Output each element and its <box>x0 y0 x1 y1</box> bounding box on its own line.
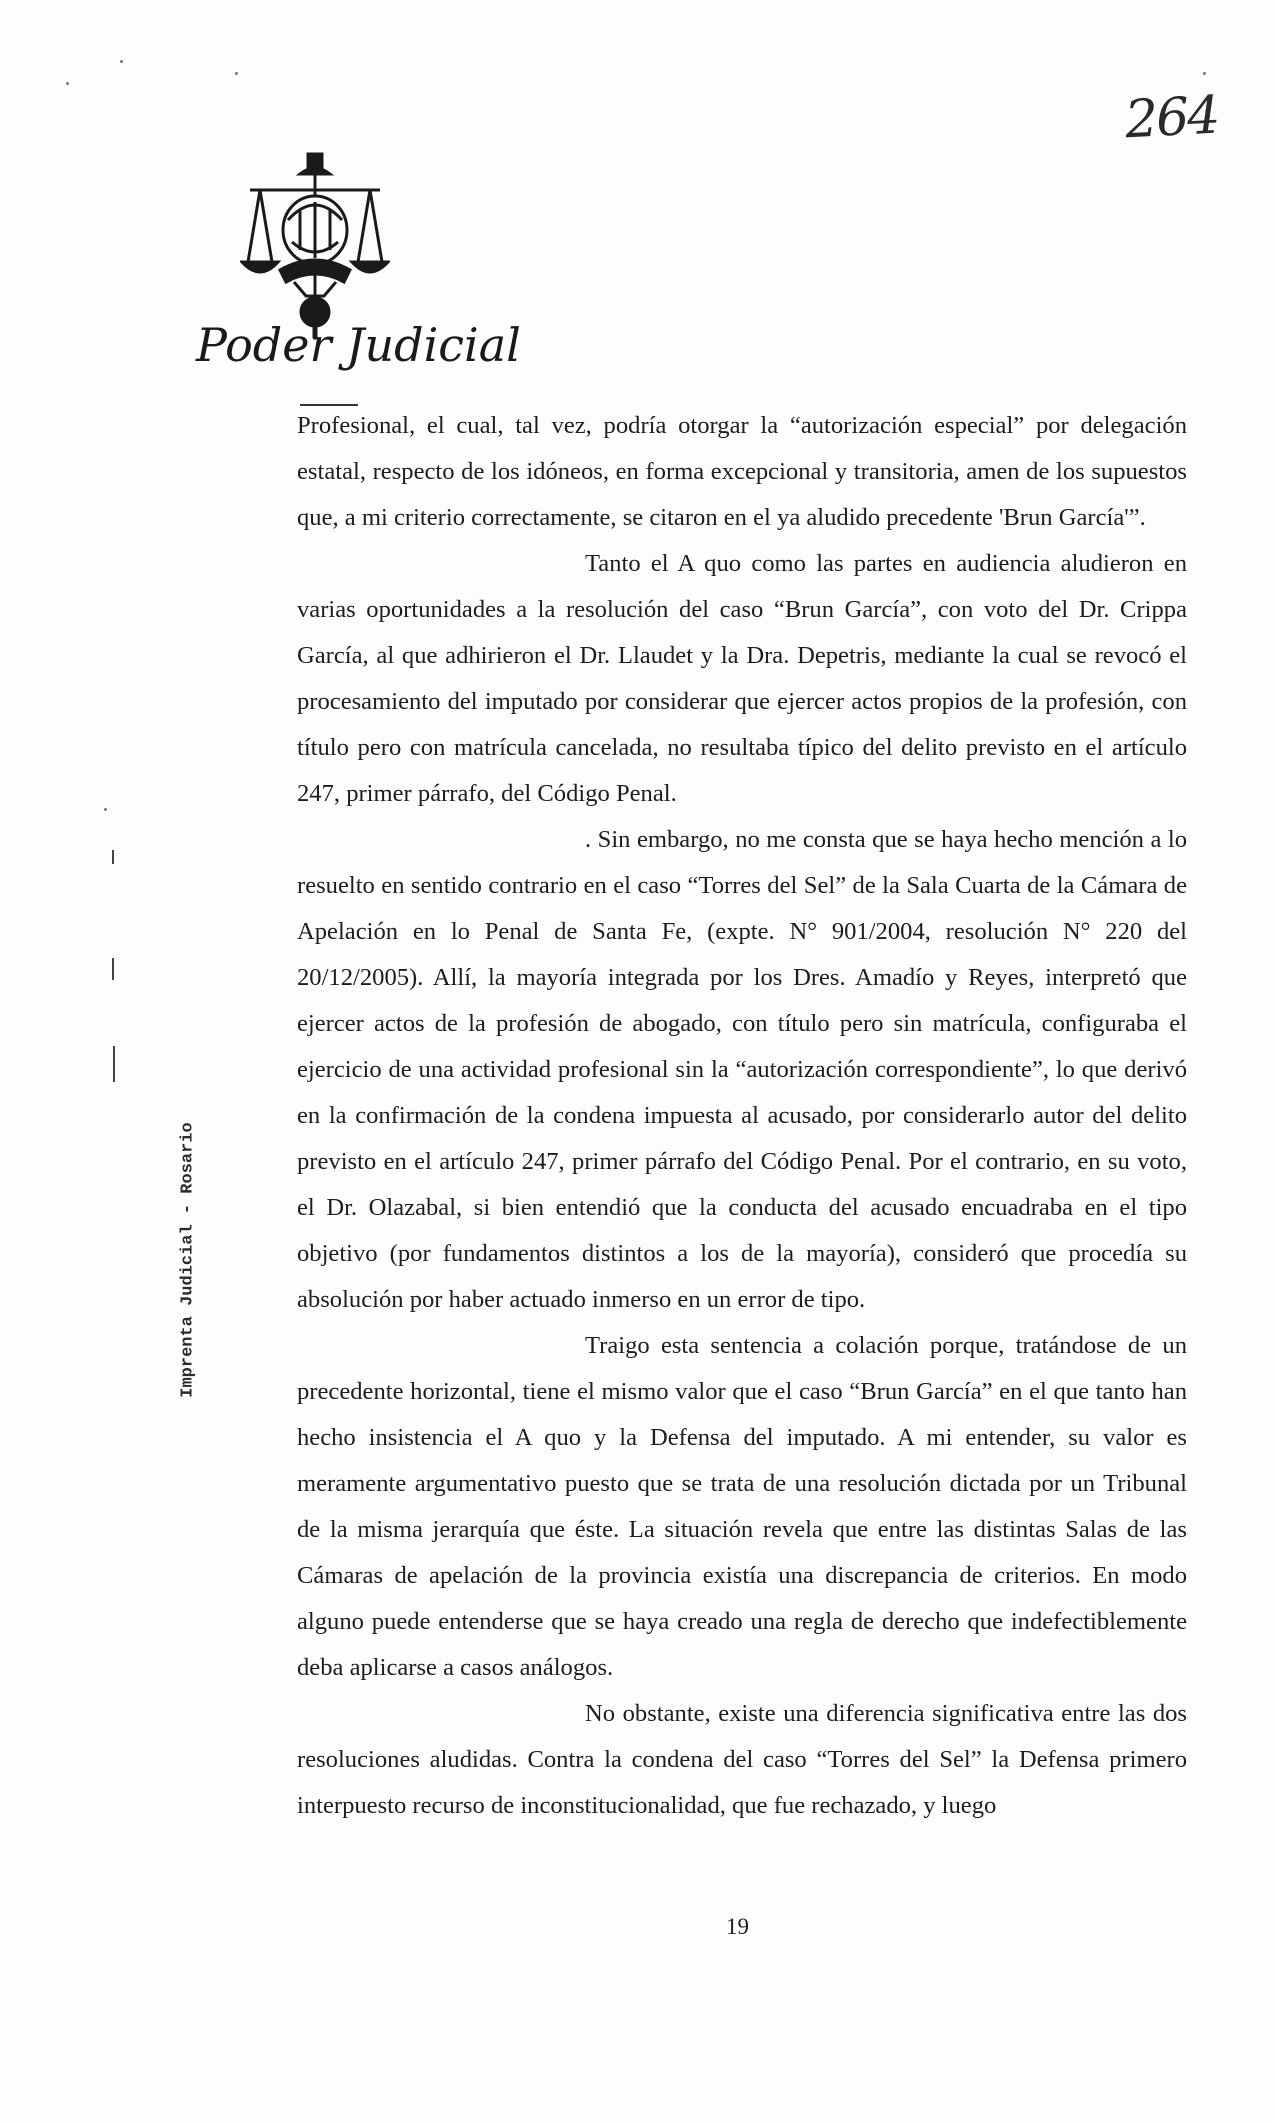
side-imprint-text: Imprenta Judicial - Rosario <box>178 1122 198 1398</box>
scan-speck <box>104 808 107 811</box>
scan-speck <box>66 82 69 85</box>
scan-speck <box>1203 72 1206 75</box>
body-paragraph: Profesional, el cual, tal vez, podría otorgar la “autorización especial” por delegación estatal, respecto de los idóneos, en forma excepcional y transitoria, amen de los supuestos que, a mi criterio correctamente, se citaron en el ya aludido precedente 'Brun García'”. <box>297 412 1187 531</box>
margin-mark <box>112 958 114 980</box>
body-paragraph: No obstante, existe una diferencia significativa entre las dos resoluciones aludidas. Contra la condena del caso “Torres del Sel” la Defensa primero interpuesto recurso de inconstitucionalidad, que fue rechazado, y luego <box>297 1700 1187 1819</box>
page-number: 19 <box>726 1914 749 1939</box>
body-paragraph: . Sin embargo, no me consta que se haya hecho mención a lo resuelto en sentido contrario en el caso “Torres del Sel” de la Sala Cuarta de la Cámara de Apelación en lo Penal de Santa Fe, (expte. N° 901/2004, resolución N° 220 del 20/12/2005). Allí, la mayoría integrada por los Dres. Amadío y Reyes, interpretó que ejercer actos de la profesión de abogado, con título pero sin matrícula, configuraba el ejercicio de una actividad profesional sin la “autorización correspondiente”, lo que derivó en la confirmación de la condena impuesta al acusado, por considerarlo autor del delito previsto en el artículo 247, primer párrafo del Código Penal. Por el contrario, en su voto, el Dr. Olazabal, si bien entendió que la conducta del acusado encuadraba en el tipo objetivo (por fundamentos distintos a los de la mayoría), consideró que procedía su absolución por haber actuado inmerso en un error de tipo. <box>297 826 1187 1313</box>
margin-mark <box>113 1046 115 1082</box>
institution-brand: Poder Judicial <box>196 318 521 372</box>
handwritten-folio-number: 264 <box>1123 85 1220 151</box>
margin-mark <box>112 850 114 864</box>
coat-of-arms-icon <box>240 150 390 340</box>
scan-speck <box>235 72 238 75</box>
document-body <box>297 403 1187 1829</box>
scan-speck <box>120 60 123 63</box>
body-paragraph: Traigo esta sentencia a colación porque, tratándose de un precedente horizontal, tiene el mismo valor que el caso “Brun García” en el que tanto han hecho insistencia el A quo y la Defensa del imputado. A mi entender, su valor es meramente argumentativo puesto que se trata de una resolución dictada por un Tribunal de la misma jerarquía que éste. La situación revela que entre las distintas Salas de las Cámaras de apelación de la provincia existía una discrepancia de criterios. En modo alguno puede entenderse que se haya creado una regla de derecho que indefectiblemente deba aplicarse a casos análogos. <box>297 1332 1187 1681</box>
body-paragraph: Tanto el A quo como las partes en audiencia aludieron en varias oportunidades a la resolución del caso “Brun García”, con voto del Dr. Crippa García, al que adhirieron el Dr. Llaudet y la Dra. Depetris, mediante la cual se revocó el procesamiento del imputado por considerar que ejercer actos propios de la profesión, con título pero con matrícula cancelada, no resultaba típico del delito previsto en el artículo 247, primer párrafo, del Código Penal. <box>297 550 1187 807</box>
